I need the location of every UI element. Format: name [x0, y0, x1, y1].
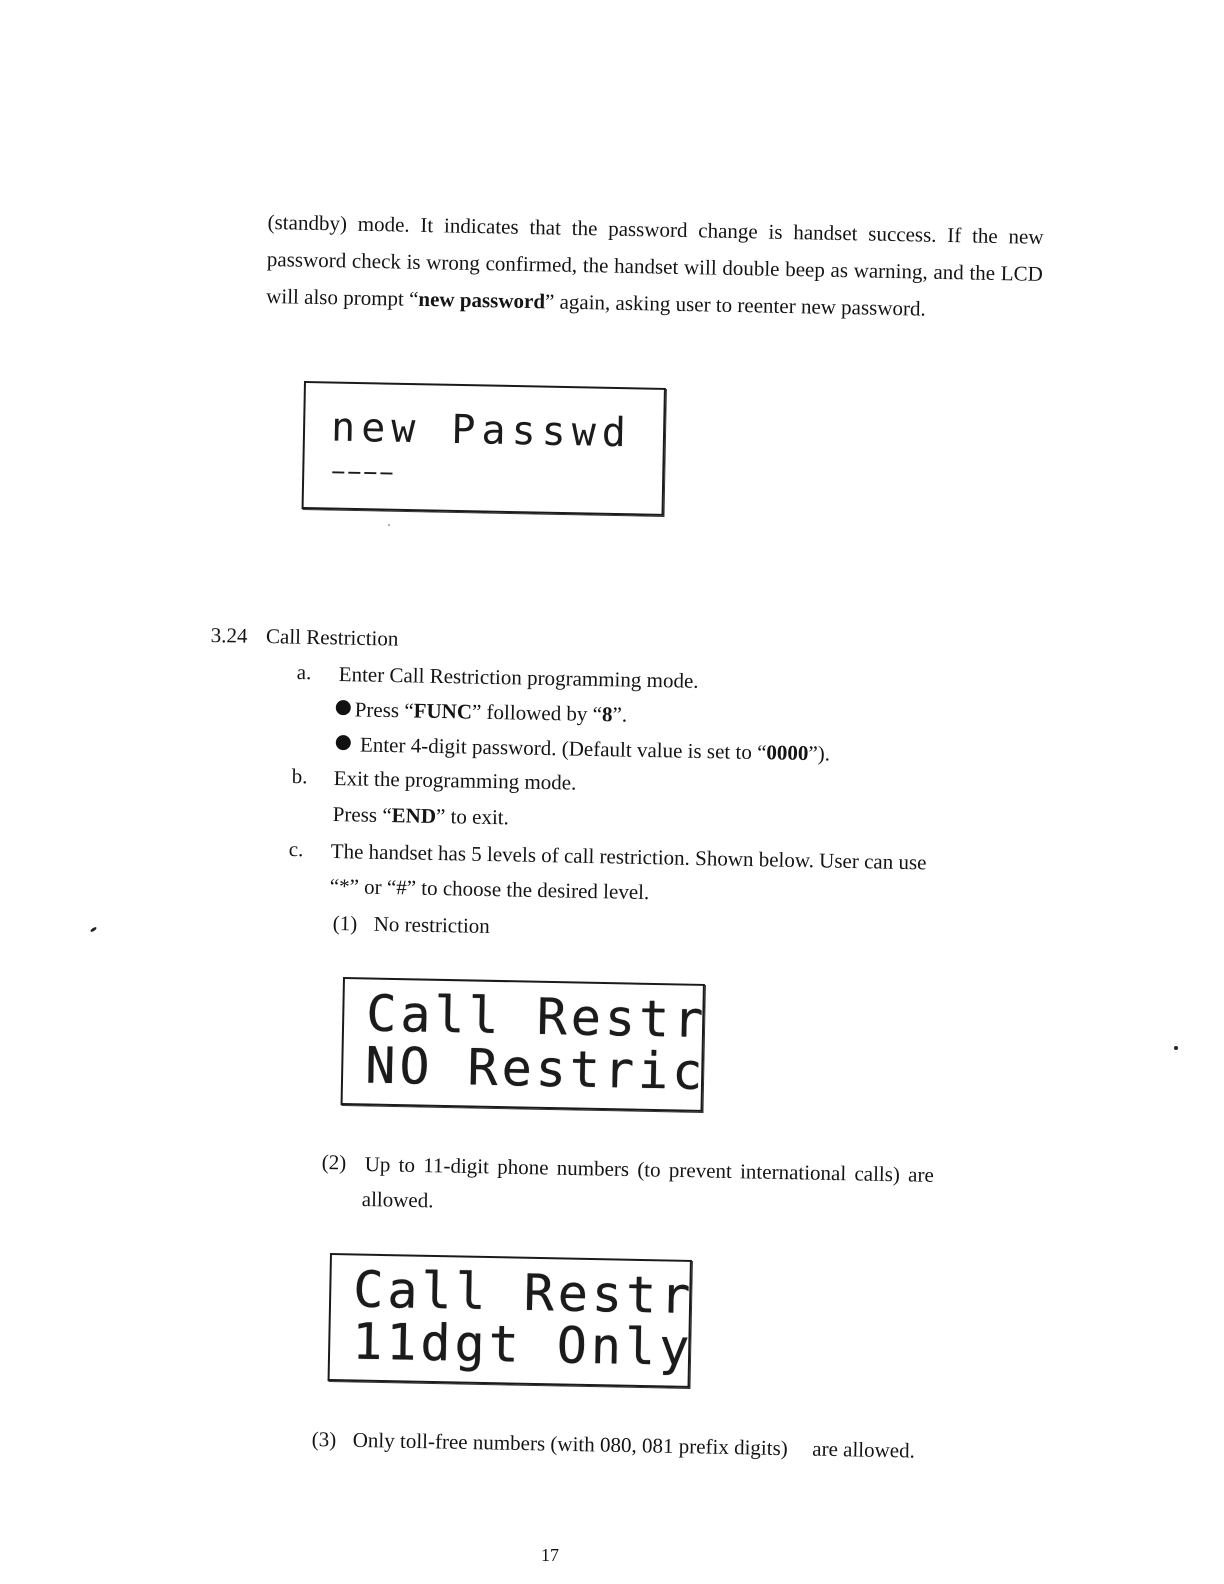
key-func: FUNC [413, 698, 473, 724]
level-3 [312, 1427, 916, 1464]
lcd-new-password-cursor: ____ [332, 449, 397, 475]
level-1 [333, 911, 491, 939]
lcd-no-restriction [341, 977, 708, 1112]
intro-text-1: (standby) mode. It indicates that the password change is handset success. If the new password check is wrong confirmed, the handset will double beep as warning, and the LCD will also prompt “ [266, 209, 1044, 311]
lcd-new-password [302, 381, 666, 516]
intro-emphasis: new password [418, 286, 546, 314]
step-c-marker: c. [288, 837, 304, 862]
key-end: END [391, 803, 437, 828]
level-1-text: No restriction [373, 911, 491, 939]
bullet-icon [336, 735, 351, 750]
level-3-marker: (3) [311, 1427, 337, 1452]
intro-text-2: ” again, asking user to reenter new password. [544, 289, 926, 321]
page-number: 17 [541, 1545, 559, 1565]
key-8: 8 [601, 702, 613, 727]
step-a-bullet-2: Enter 4-digit password. (Default value is set to “0000”). [336, 732, 831, 767]
level-3-text: Only toll-free numbers (with 080, 081 prefix digits) [352, 1427, 789, 1461]
lcd-11-digit-only-line2: 11dgt Only [351, 1312, 694, 1377]
level-2-line2: allowed. [361, 1187, 434, 1213]
bullet-icon [336, 700, 351, 715]
level-2-marker: (2) [321, 1150, 347, 1175]
step-c-line1: The handset has 5 levels of call restriction. Shown below. User can use [330, 839, 927, 875]
scan-speck [1174, 1046, 1178, 1050]
lcd-new-password-line1: new Passwd [330, 404, 633, 457]
level-3-tail: are allowed. [812, 1436, 916, 1463]
step-b-sub: Press “END” to exit. [332, 802, 510, 830]
step-b-marker: b. [291, 764, 308, 789]
step-c-line2: “*” or “#” to choose the desired level. [329, 874, 650, 905]
lcd-no-restriction-line2: NO Restric [364, 1036, 707, 1101]
level-2-line1: Up to 11-digit phone numbers (to prevent international calls) are [364, 1152, 935, 1187]
lcd-no-restriction-line1: Call Restr [365, 984, 708, 1049]
lcd-11-digit-only [328, 1253, 695, 1388]
scan-speck [90, 926, 97, 932]
section-title: Call Restriction [265, 624, 399, 651]
lcd-11-digit-only-line1: Call Restr [352, 1260, 695, 1325]
scan-speck [388, 524, 390, 526]
step-a-bullet-1: Press “FUNC” followed by “8”. [336, 697, 628, 728]
default-password: 0000 [766, 740, 809, 766]
intro-paragraph [266, 204, 1044, 330]
section-number: 3.24 [210, 623, 248, 648]
step-a-text: Enter Call Restriction programming mode. [338, 662, 699, 693]
step-a-marker: a. [296, 660, 312, 685]
section-heading [211, 623, 399, 652]
step-b-text: Exit the programming mode. [333, 766, 577, 795]
level-1-marker: (1) [332, 911, 358, 936]
